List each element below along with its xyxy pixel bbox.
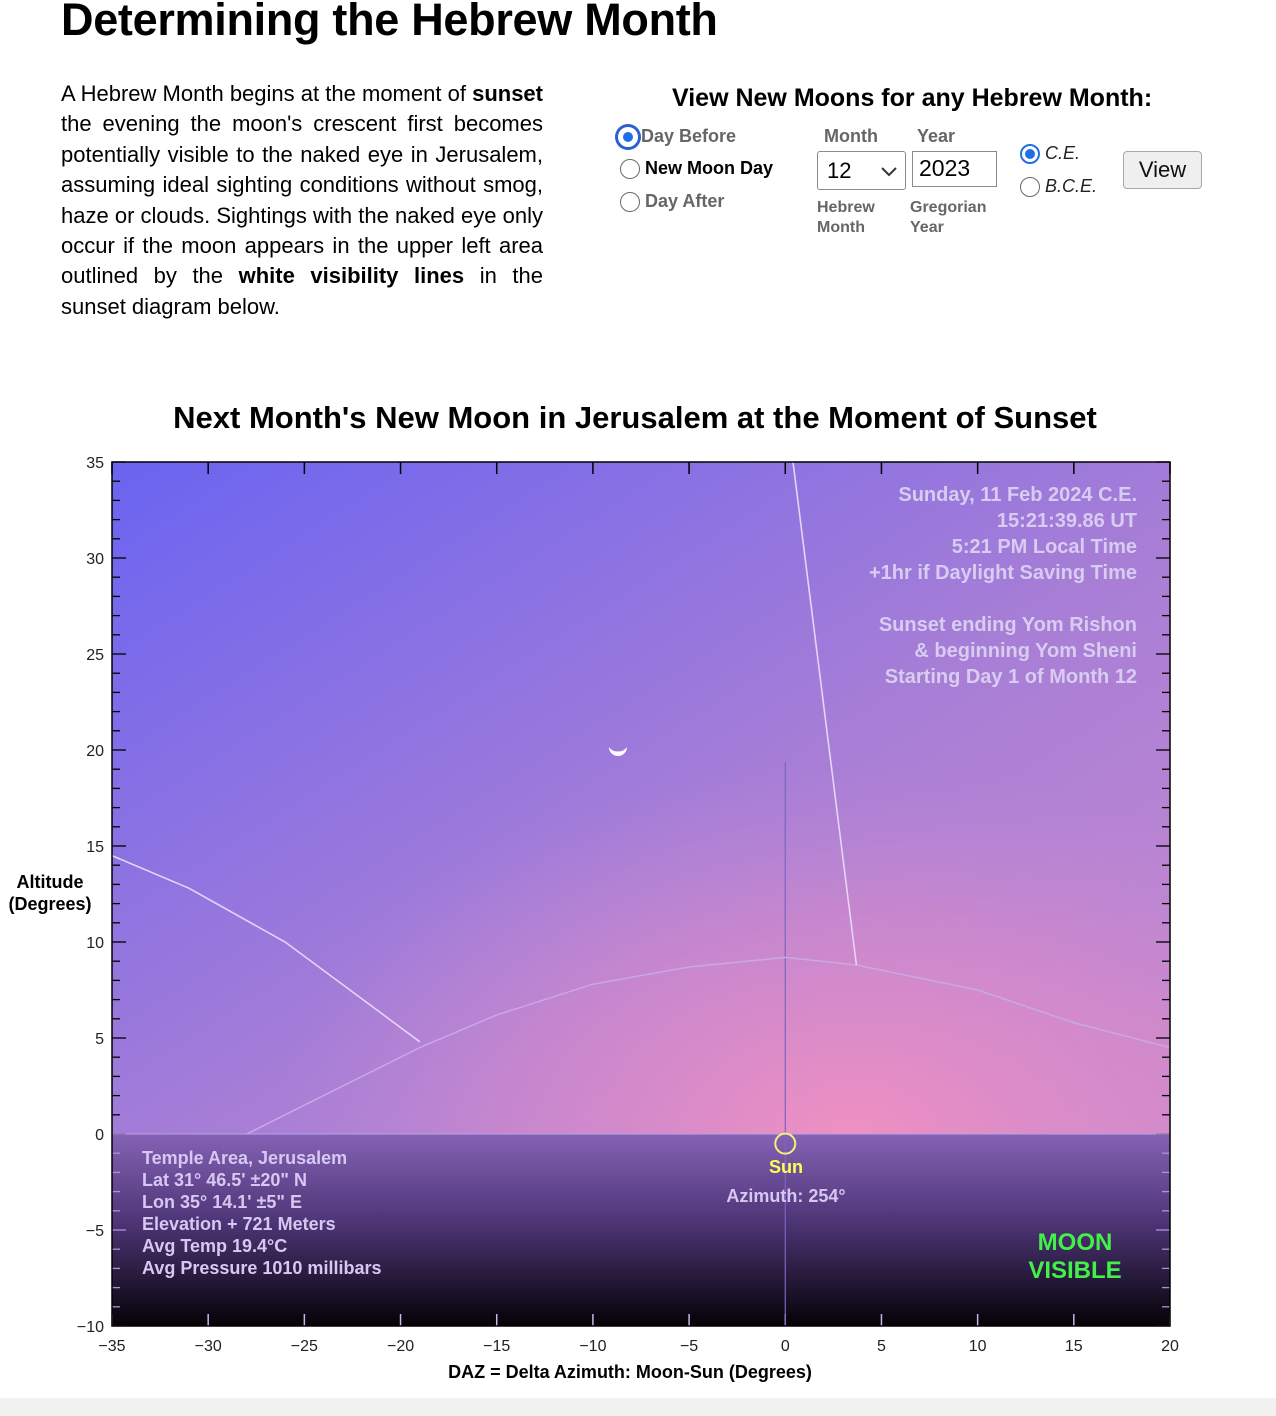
x-tick-label: −20 — [386, 1338, 415, 1355]
info-line: Sunset ending Yom Rishon — [878, 614, 1137, 636]
year-label: Year — [917, 126, 956, 146]
x-tick-label: −5 — [679, 1338, 699, 1355]
y-tick-label: 0 — [95, 1127, 104, 1144]
intro-text-3: in the sunset diagram below. — [61, 263, 543, 319]
y-axis-label: Altitude (Degrees) — [8, 872, 92, 914]
page-title: Determining the Hebrew Month — [61, 0, 718, 45]
intro-text-2: the evening the moon's crescent first becomes potentially visible to the naked eye in Jerusalem, assuming ideal sighting conditions without smog, haze or clouds. Sightings with the naked eye only occur if the moon appears in the upper left area outlined by the — [61, 111, 543, 289]
x-axis-label: DAZ = Delta Azimuth: Moon-Sun (Degrees) — [448, 1362, 812, 1382]
y-tick-label: −10 — [76, 1319, 104, 1336]
location-line: Lat 31° 46.5' ±20" N — [142, 1170, 307, 1190]
y-tick-label: −5 — [85, 1223, 104, 1240]
sun-label: Sun — [769, 1157, 803, 1177]
location-info-block — [142, 1147, 381, 1279]
location-line: Avg Pressure 1010 millibars — [142, 1258, 382, 1278]
year-input[interactable]: 2023 — [912, 151, 997, 187]
y-tick-label: 25 — [86, 647, 104, 664]
info-line: Sunday, 11 Feb 2024 C.E. — [898, 484, 1137, 506]
location-line: Elevation + 721 Meters — [142, 1214, 336, 1234]
date-info-block — [869, 482, 1137, 690]
azimuth-label: Azimuth: 254° — [726, 1186, 846, 1206]
info-line: & beginning Yom Sheni — [914, 640, 1137, 662]
y-tick-label: 20 — [86, 743, 104, 760]
x-tick-label: 20 — [1161, 1338, 1179, 1355]
info-line — [869, 586, 1137, 612]
y-tick-label: 30 — [86, 551, 104, 568]
x-tick-label: −30 — [194, 1338, 222, 1355]
month-select-value: 12 — [827, 158, 852, 183]
x-tick-label: 5 — [877, 1338, 886, 1355]
moon-visible-status: MOON VISIBLE — [1028, 1229, 1122, 1284]
x-tick-label: 0 — [780, 1338, 790, 1355]
info-line: +1hr if Daylight Saving Time — [868, 562, 1137, 584]
view-button[interactable]: View — [1123, 151, 1202, 189]
x-tick-label: 10 — [968, 1338, 987, 1355]
location-line: Temple Area, Jerusalem — [142, 1148, 348, 1168]
intro-text-1: A Hebrew Month begins at the moment of — [61, 81, 473, 106]
month-label: Month — [824, 126, 878, 146]
y-tick-label: 15 — [86, 839, 104, 856]
info-line: Starting Day 1 of Month 12 — [884, 666, 1137, 688]
x-tick-label: −35 — [98, 1338, 126, 1355]
radio-label: New Moon Day — [645, 158, 774, 178]
chart-title: Next Month's New Moon in Jerusalem at the Moment of Sunset — [173, 400, 1097, 435]
radio-label: B.C.E. — [1045, 176, 1098, 196]
y-tick-label: 35 — [86, 455, 104, 472]
x-tick-label: 15 — [1064, 1338, 1083, 1355]
location-line: Lon 35° 14.1' ±5" E — [142, 1192, 302, 1212]
page-bottom-strip — [0, 1398, 1276, 1416]
location-line: Avg Temp 19.4°C — [142, 1236, 288, 1256]
y-tick-label: 5 — [95, 1031, 104, 1048]
y-tick-label: 10 — [86, 935, 104, 952]
form-heading: View New Moons for any Hebrew Month: — [672, 84, 1153, 112]
intro-bold-sunset: sunset — [472, 81, 543, 106]
info-line: 5:21 PM Local Time — [951, 536, 1137, 558]
radio-label: Day Before — [641, 126, 737, 146]
intro-bold-visibility: white visibility lines — [238, 263, 465, 289]
x-tick-label: −10 — [579, 1338, 607, 1355]
month-sub-label: Hebrew Month — [817, 199, 875, 236]
x-tick-label: −25 — [290, 1338, 318, 1355]
info-line: 15:21:39.86 UT — [996, 510, 1137, 532]
radio-label: C.E. — [1045, 143, 1081, 163]
year-sub-label: Gregorian Year — [910, 199, 987, 236]
x-tick-label: −15 — [483, 1338, 511, 1355]
radio-label: Day After — [645, 191, 725, 211]
